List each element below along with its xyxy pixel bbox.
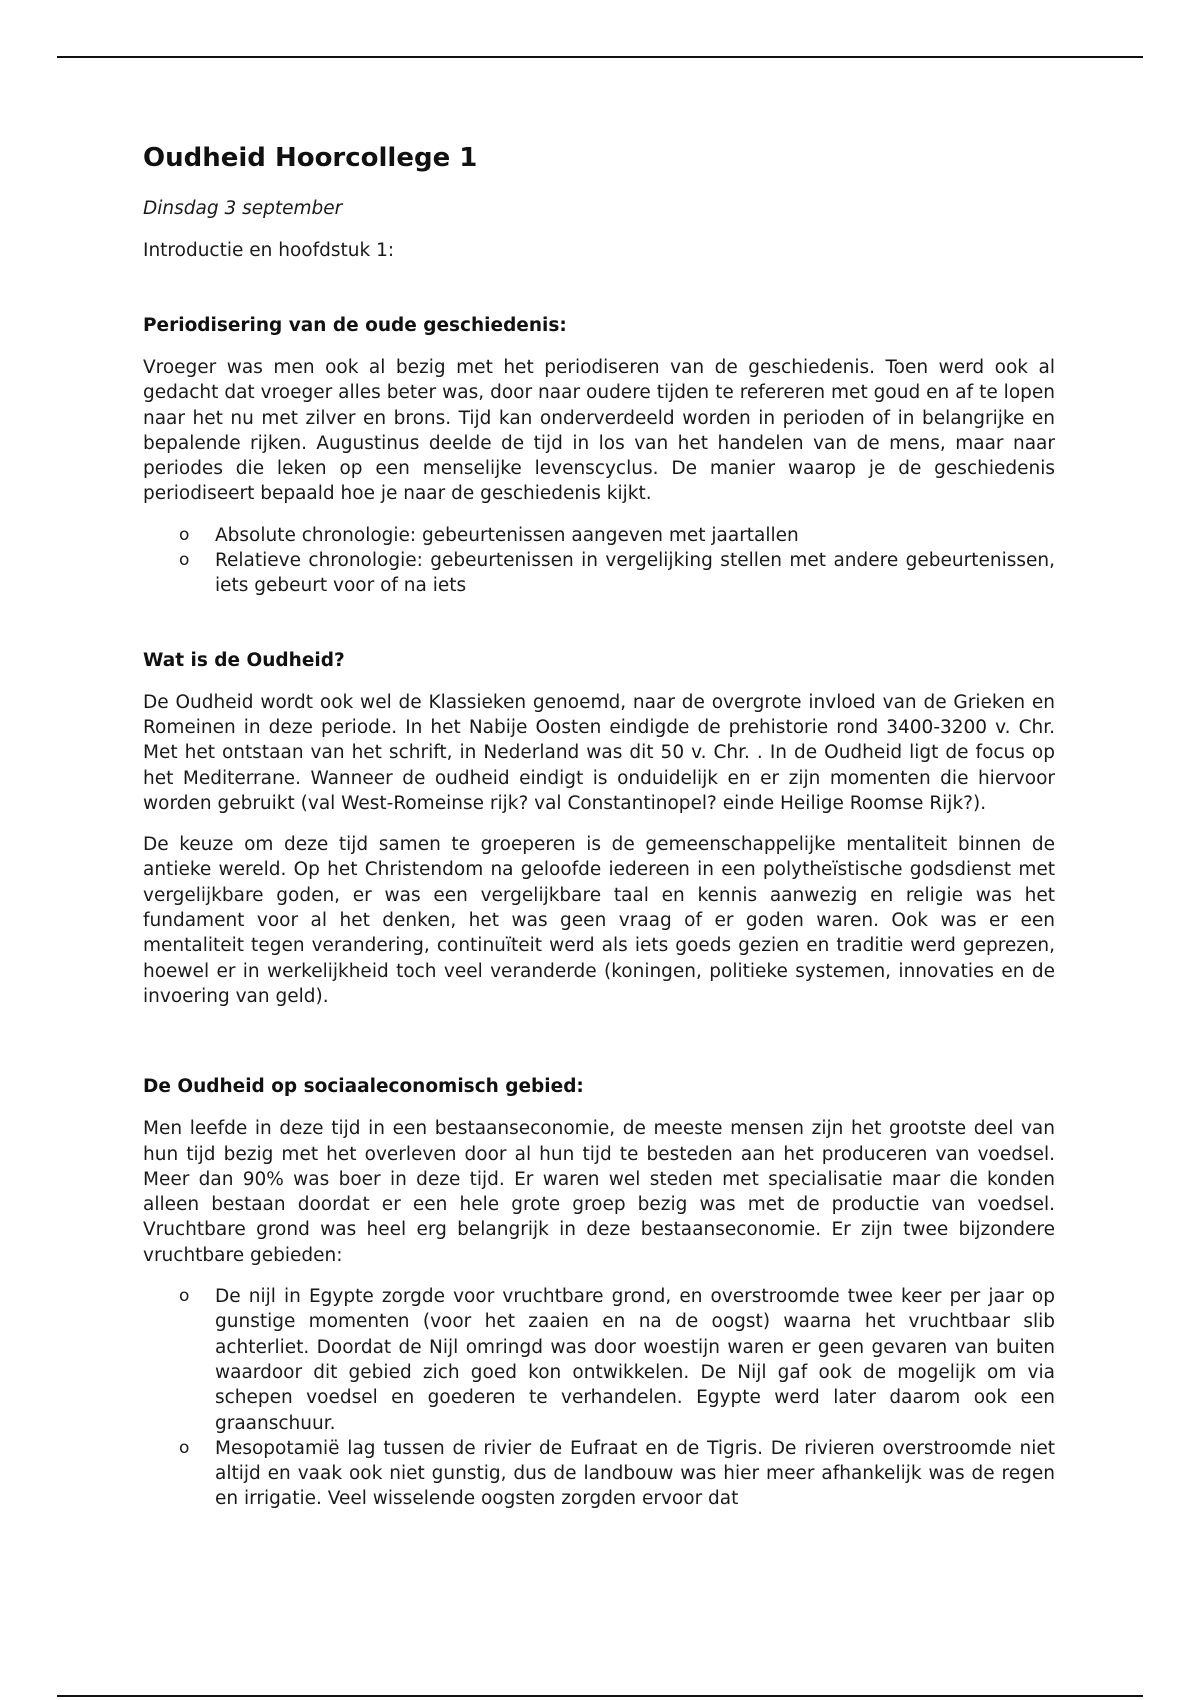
list-item (179, 1436, 1055, 1512)
list-item-text: De nijl in Egypte zorgde voor vruchtbare grond, en overstroomde twee keer per jaar op gunstige momenten (voor het zaaien en na de oogst) waarna het vruchtbaar slib achterliet. Doordat de Nijl omringd was door woestijn waren er geen gevaren van buiten waardoor dit gebied zich goed kon ontwikkelen. De Nijl gaf ook de mogelijk om via schepen voedsel en goederen te verhandelen. Egypte werd later daarom ook een graanschuur. (215, 1286, 1055, 1434)
list-item (179, 548, 1055, 599)
bullet-marker: o (179, 1286, 190, 1307)
bullet-marker: o (179, 524, 190, 545)
list-item (179, 523, 1055, 548)
list-item-text: Absolute chronologie: gebeurtenissen aangeven met jaartallen (215, 524, 799, 546)
bullet-list (143, 523, 1055, 599)
section-heading-periodisering: Periodisering van de oude geschiedenis: (143, 315, 567, 336)
list-item-text: Mesopotamië lag tussen de rivier de Eufraat en de Tigris. De rivieren overstroomde niet altijd en vaak ook niet gunstig, dus de landbouw was hier meer afhankelijk was de regen en irrigatie. Veel wisselende oogsten zorgden ervoor dat (215, 1437, 1055, 1510)
document-intro: Introductie en hoofdstuk 1: (143, 240, 395, 261)
paragraph: Vroeger was men ook al bezig met het periodiseren van de geschiedenis. Toen werd ook al gedacht dat vroeger alles beter was, door naar oudere tijden te refereren met goud en af te lopen naar het nu met zilver en brons. Tijd kan onderverdeeld worden in perioden of in belangrijke en bepalende rijken. Augustinus deelde de tijd in los van het handelen van de mens, maar naar periodes die leken op een menselijke levenscyclus. De manier waarop je de geschiedenis periodiseert bepaald hoe je naar de geschiedenis kijkt. (143, 357, 1055, 505)
list-item-text: Relatieve chronologie: gebeurtenissen in vergelijking stellen met andere gebeurtenissen, iets gebeurt voor of na iets (215, 550, 1055, 597)
list-item (179, 1284, 1055, 1436)
paragraph: De Oudheid wordt ook wel de Klassieken genoemd, naar de overgrote invloed van de Grieken en Romeinen in deze periode. In het Nabije Oosten eindigde de prehistorie rond 3400-3200 v. Chr. Met het ontstaan van het schrift, in Nederland was dit 50 v. Chr. . In de Oudheid ligt de focus op het Mediterrane. Wanneer de oudheid eindigt is onduidelijk en er zijn momenten die hiervoor worden gebruikt (val West-Romeinse rijk? val Constantinopel? einde Heilige Roomse Rijk?). (143, 691, 1055, 814)
paragraph: De keuze om deze tijd samen te groeperen is de gemeenschappelijke mentaliteit binnen de antieke wereld. Op het Christendom na geloofde iedereen in een polytheïstische godsdienst met vergelijkbare goden, er was een vergelijkbare taal en kennis aanwezig en religie was het fundament voor al het denken, het was geen vraag of er goden waren. Ook was er een mentaliteit tegen verandering, continuïteit werd als iets goeds gezien en traditie werd geprezen, hoewel er in werkelijkheid toch veel veranderde (koningen, politieke systemen, innovaties en de invoering van geld). (143, 834, 1055, 1007)
bullet-list (143, 1284, 1055, 1512)
bullet-marker: o (179, 1437, 190, 1458)
section-heading-wat-is-de-oudheid: Wat is de Oudheid? (143, 649, 345, 671)
bullet-marker: o (179, 550, 190, 571)
document-date: Dinsdag 3 september (143, 198, 343, 219)
document-title: Oudheid Hoorcollege 1 (143, 143, 478, 173)
paragraph: Men leefde in deze tijd in een bestaanseconomie, de meeste mensen zijn het grootste deel van hun tijd bezig met het overleven door al hun tijd te besteden aan het produceren van voedsel. Meer dan 90% was boer in deze tijd. Er waren wel steden met specialisatie maar die konden alleen bestaan doordat er een hele grote groep bezig was met de productie van voedsel. Vruchtbare grond was heel erg belangrijk in deze bestaanseconomie. Er zijn twee bijzondere vruchtbare gebieden: (143, 1118, 1055, 1266)
footer-rule (57, 1695, 1143, 1697)
document-page (143, 140, 1055, 1528)
section-heading-sociaaleconomisch: De Oudheid op sociaaleconomisch gebied: (143, 1076, 584, 1098)
header-rule (57, 56, 1143, 58)
